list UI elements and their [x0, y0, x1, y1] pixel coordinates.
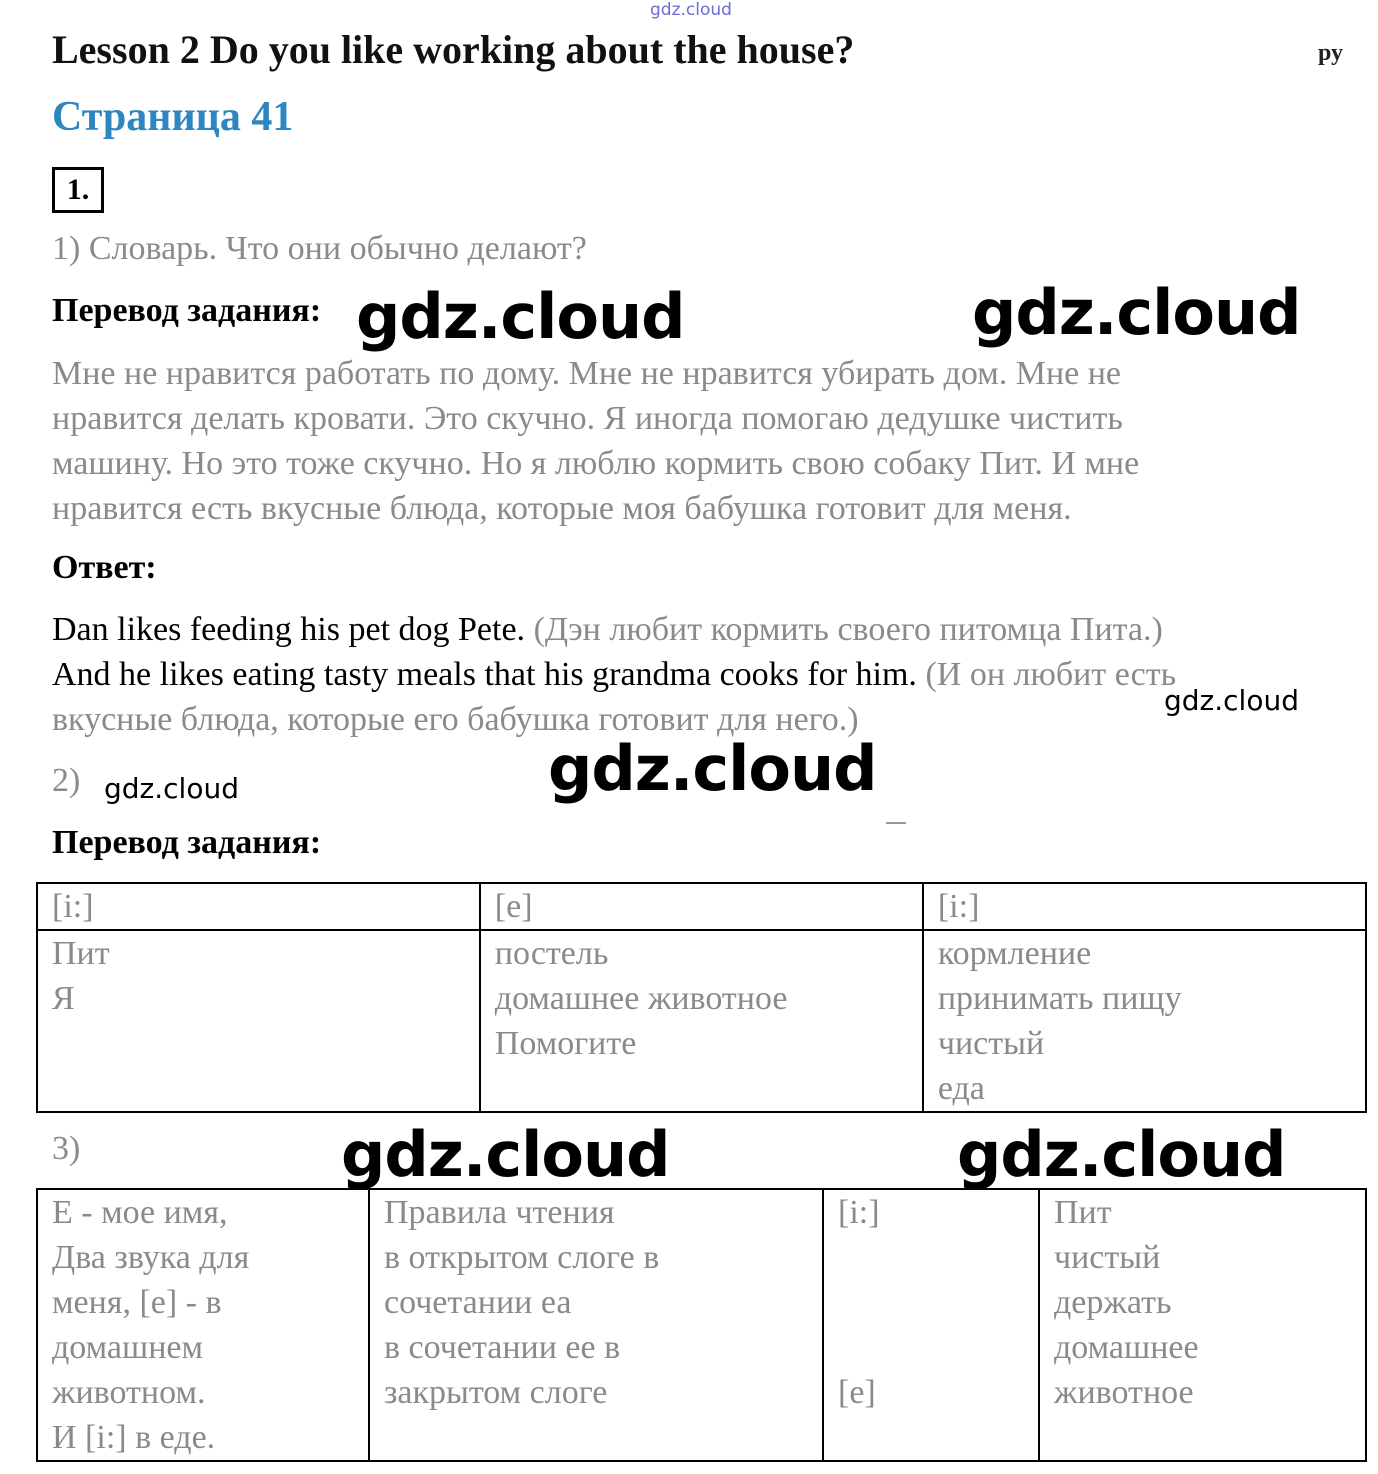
cell-word: постель [494, 935, 609, 972]
divider-dash [886, 822, 906, 824]
answer-line-1-en: Dan likes feeding his pet dog Pete. [52, 611, 526, 648]
task1-translation-label: Перевод задания: [52, 292, 322, 329]
corner-mark: ру [1318, 40, 1344, 66]
cell-line: [e] [838, 1374, 876, 1411]
cell-spacer [838, 1280, 1024, 1325]
cell-line: сочетании еа [384, 1284, 572, 1321]
task2-number: 2) [52, 762, 81, 799]
cell-line: домашнем [52, 1329, 204, 1366]
cell-line: Два звука для [52, 1239, 250, 1276]
watermark: gdz.cloud [104, 772, 239, 805]
cell-line: животном. [52, 1374, 206, 1411]
cell-line: закрытом слоге [384, 1374, 608, 1411]
table-header-cell: [i:] [923, 883, 1366, 930]
rules-table [36, 1188, 1367, 1462]
cell-word: принимать пищу [937, 980, 1182, 1017]
table-cell-rules [369, 1189, 823, 1461]
table-cell [923, 930, 1366, 1112]
translation-line: нравится есть вкусные блюда, которые моя бабушка готовит для меня. [52, 490, 1072, 527]
watermark: gdz.cloud [972, 276, 1301, 349]
task1-question: 1) Словарь. Что они обычно делают? [52, 230, 587, 267]
task3-number: 3) [52, 1130, 81, 1167]
cell-line: чистый [1054, 1239, 1161, 1276]
answer-line-1 [52, 607, 1163, 652]
cell-word: кормление [937, 935, 1092, 972]
table-header-row [37, 883, 1366, 930]
page-heading: Страница 41 [52, 94, 294, 140]
translation-line: нравится делать кровати. Это скучно. Я иногда помогаю дедушке чистить [52, 400, 1123, 437]
table-cell [37, 930, 480, 1112]
cell-word: Помогите [494, 1025, 637, 1062]
translation-line: Мне не нравится работать по дому. Мне не нравится убирать дом. Мне не [52, 355, 1122, 392]
cell-line: И [i:] в еде. [52, 1419, 216, 1456]
cell-spacer [838, 1235, 1024, 1280]
watermark: gdz.cloud [341, 1118, 670, 1191]
table-row [37, 1189, 1366, 1461]
cell-word: еда [937, 1070, 985, 1107]
answer-label: Ответ: [52, 549, 157, 586]
table-cell-poem [37, 1189, 369, 1461]
table-cell-words [1039, 1189, 1366, 1461]
table-cell-sounds [823, 1189, 1039, 1461]
answer-line-2-ru: (И он любит есть [925, 656, 1177, 693]
cell-word: Я [52, 980, 75, 1017]
cell-line: Правила чтения [384, 1194, 615, 1231]
table-header-cell: [e] [480, 883, 923, 930]
cell-line: держать [1054, 1284, 1172, 1321]
cell-line: домашнее [1054, 1329, 1199, 1366]
cell-line: животное [1054, 1374, 1194, 1411]
cell-word: чистый [937, 1025, 1045, 1062]
cell-line: в открытом слоге в [384, 1239, 660, 1276]
top-watermark: gdz.cloud [650, 0, 732, 20]
cell-line: [i:] [838, 1194, 880, 1231]
answer-line-3-ru: вкусные блюда, которые его бабушка готовит для него.) [52, 701, 859, 738]
cell-line: меня, [е] - в [52, 1284, 222, 1321]
cell-spacer [838, 1325, 1024, 1370]
cell-line: Е - мое имя, [52, 1194, 228, 1231]
table-row [37, 930, 1366, 1112]
table-header-cell: [i:] [37, 883, 480, 930]
watermark: gdz.cloud [356, 280, 685, 353]
answer-line-2-en: And he likes eating tasty meals that his grandma cooks for him. [52, 656, 917, 693]
watermark: gdz.cloud [957, 1118, 1286, 1191]
table-cell [480, 930, 923, 1112]
answer-line-1-ru: (Дэн любит кормить своего питомца Пита.) [533, 611, 1163, 648]
exercise-number: 1. [52, 167, 104, 213]
cell-line: Пит [1054, 1194, 1112, 1231]
cell-word: домашнее животное [494, 980, 788, 1017]
cell-line: в сочетании ее в [384, 1329, 621, 1366]
watermark: gdz.cloud [548, 732, 877, 805]
task1-translation-text [52, 351, 1352, 531]
translation-line: машину. Но это тоже скучно. Но я люблю кормить свою собаку Пит. И мне [52, 445, 1140, 482]
sounds-table [36, 882, 1367, 1113]
task2-translation-label: Перевод задания: [52, 824, 322, 861]
answer-line-2 [52, 652, 1176, 697]
watermark: gdz.cloud [1164, 684, 1299, 717]
lesson-title: Lesson 2 Do you like working about the house? [52, 27, 855, 72]
cell-word: Пит [52, 935, 110, 972]
